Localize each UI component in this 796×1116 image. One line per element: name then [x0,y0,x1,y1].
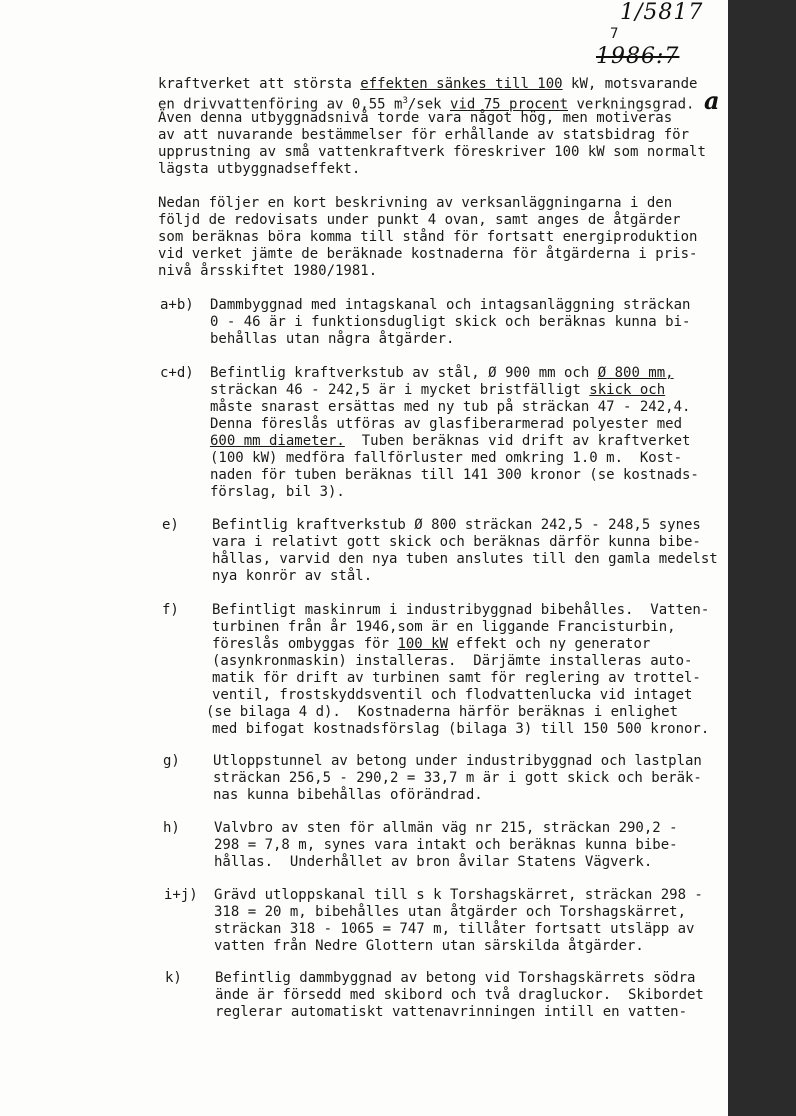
item-line: Valvbro av sten för allmän väg nr 215, sträckan 290,2 - [214,820,678,836]
item-label: f) [162,602,179,618]
intro-line: av att nuvarande bestämmelser för erhållande av statsbidrag för [158,127,690,143]
intro-line: Även denna utbyggnadsnivå torde vara något hög, men motiveras [158,110,673,126]
item-line: Grävd utloppskanal till s k Torshagskärret, sträckan 298 - [214,887,703,903]
item-label: e) [162,517,179,533]
item-line: (100 kW) medföra fallförluster med omkring 1.0 m. Kost- [210,450,683,466]
item-label: h) [163,820,180,836]
item-line: 318 = 20 m, bibehålles utan åtgärder och Torshagskärret, [214,904,687,920]
page-number: 7 [610,26,619,42]
item-line: Utloppstunnel av betong under industribyggnad och lastplan [213,753,702,769]
item-line: sträckan 318 - 1065 = 747 m, tillåter fortsatt utsläpp av [214,921,695,937]
item-label: k) [165,970,182,986]
intro-line: upprustning av små vattenkraftverk föreskriver 100 kW som normalt [158,144,706,160]
item-line: matik för drift av turbinen samt för reglering av trottel- [212,670,701,686]
item-line: (se bilaga 4 d). Kostnaderna härför beräknas i enlighet [206,704,679,720]
intro-line: lägsta utbyggnadseffekt. [158,161,361,177]
item-line: 0 - 46 är i funktionsdugligt skick och beräknas kunna bi- [210,314,691,330]
paragraph-line: vid verket jämte de beräknade kostnaderna för åtgärderna i pris- [158,246,698,262]
item-label: a+b) [160,297,194,313]
paragraph-line: Nedan följer en kort beskrivning av verksanläggningarna i den [158,195,673,211]
scan-dark-edge [728,0,796,1116]
handwritten-reference-struck: 1986:7 [596,44,680,69]
paragraph-line: som beräknas böra komma till stånd för fortsatt energiproduktion [158,229,698,245]
item-line: måste snarast ersättas med ny tub på sträckan 47 - 242,4. [210,399,691,415]
item-label: g) [163,753,180,769]
item-line: behållas utan några åtgärder. [210,331,455,347]
item-line: reglerar automatiskt vattenavrinningen intill en vatten- [215,1004,688,1020]
item-line: Befintlig kraftverkstub Ø 800 sträckan 242,5 - 248,5 synes [212,517,701,533]
item-line: Befintligt maskinrum i industribyggnad bibehålles. Vatten- [212,602,710,618]
item-label: c+d) [160,365,194,381]
item-line: ände är försedd med skibord och två dragluckor. Skibordet [215,987,704,1003]
intro-line: en drivvattenföring av 0,55 $m^3$/sek vid 75 procent verkningsgrad. [158,96,695,113]
item-line: vatten från Nedre Glottern utan särskilda åtgärder. [214,938,644,954]
item-line: Denna föreslås utföras av glasfiberarmerad polyester med [210,416,683,432]
handwritten-reference: 1/5817 [620,0,704,25]
item-label: i+j) [164,887,198,903]
item-line: Befintlig dammbyggnad av betong vid Torshagskärrets södra [215,970,696,986]
item-line: Befintlig kraftverkstub av stål, Ø 900 mm och Ø 800 mm, [210,365,674,381]
item-line: med bifogat kostnadsförslag (bilaga 3) till 150 500 kronor. [212,721,710,737]
item-line: nya konrör av stål. [212,568,373,584]
item-line: föreslås ombyggas för 100 kW effekt och ny generator [212,636,651,652]
item-line: 600 mm diameter. Tuben beräknas vid drift av kraftverket [210,433,691,449]
item-line: Dammbyggnad med intagskanal och intagsanläggning sträckan [210,297,691,313]
paragraph-line: nivå årsskiftet 1980/1981. [158,263,378,279]
handwritten-margin-mark: a [704,86,720,115]
item-line: förslag, bil 3). [210,484,345,500]
item-line: ventil, frostskyddsventil och flodvattenlucka vid intaget [212,687,693,703]
item-line: (asynkronmaskin) installeras. Därjämte installeras auto- [212,653,693,669]
item-line: nas kunna bibehållas oförändrad. [213,787,483,803]
intro-line: kraftverket att största effekten sänkes till 100 kW, motsvarande [158,76,698,92]
item-line: sträckan 46 - 242,5 är i mycket bristfälligt skick och [210,382,666,398]
item-line: 298 = 7,8 m, synes vara intakt och beräknas kunna bibe- [214,837,678,853]
item-line: hållas. Underhållet av bron åvilar Statens Vägverk. [214,854,653,870]
paragraph-line: följd de redovisats under punkt 4 ovan, samt anges de åtgärder [158,212,681,228]
item-line: turbinen från år 1946,som är en liggande Francisturbin, [212,619,676,635]
item-line: vara i relativt gott skick och beräknas därför kunna bibe- [212,534,701,550]
item-line: hållas, varvid den nya tuben anslutes till den gamla medelst [212,551,718,567]
item-line: naden för tuben beräknas till 141 300 kronor (se kostnads- [210,467,699,483]
item-line: sträckan 256,5 - 290,2 = 33,7 m är i gott skick och beräk- [213,770,702,786]
